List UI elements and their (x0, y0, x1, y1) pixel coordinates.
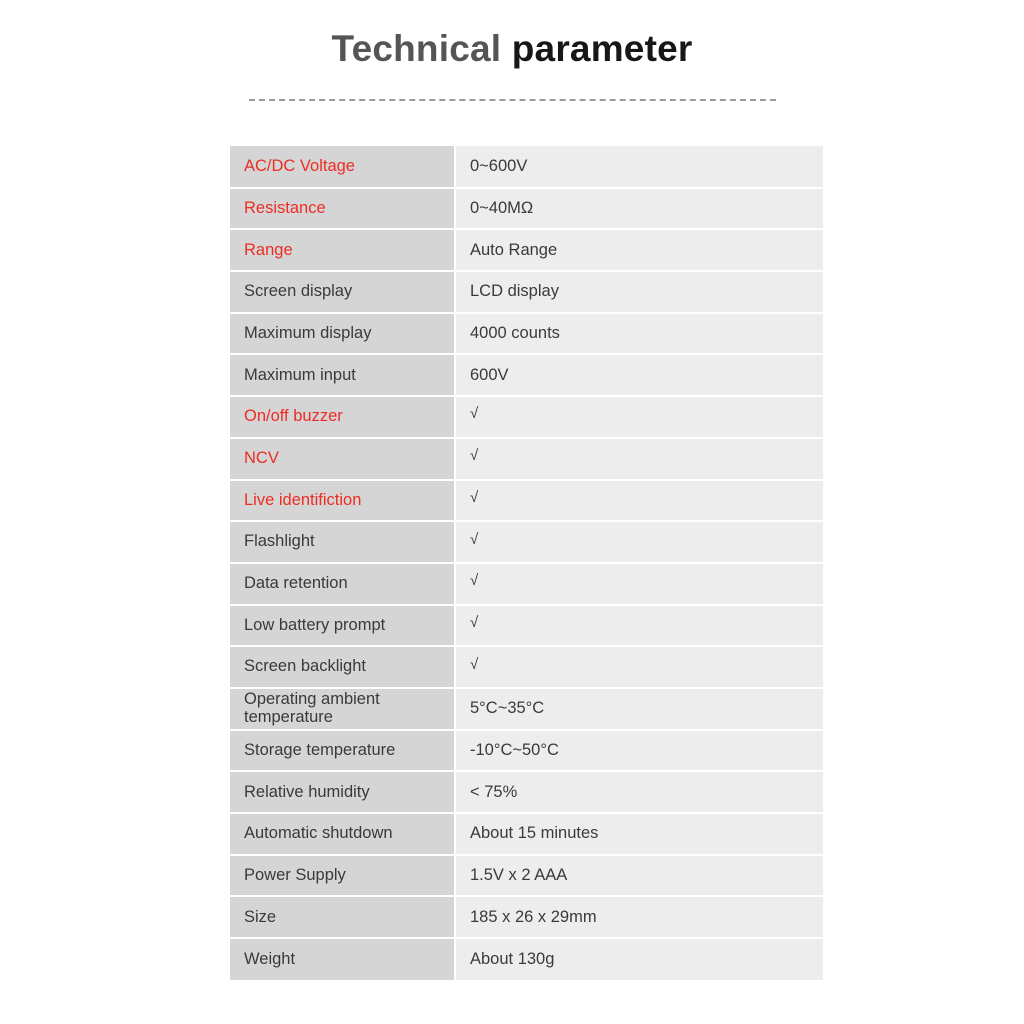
spec-value-text: 0~600V (470, 156, 528, 175)
spec-label-text: Resistance (244, 198, 326, 217)
spec-label-text: Maximum display (244, 323, 372, 342)
spec-value-cell (455, 271, 823, 313)
spec-label-text: Weight (244, 949, 296, 968)
spec-label-text: Range (244, 240, 293, 259)
technical-parameter-table (230, 146, 823, 980)
table-row (230, 521, 823, 563)
spec-value-cell (455, 688, 823, 730)
spec-value-cell (455, 354, 823, 396)
page-title (0, 28, 1024, 70)
spec-value-cell (455, 313, 823, 355)
table-row (230, 938, 823, 980)
table-row (230, 813, 823, 855)
spec-value-text: About 15 minutes (470, 824, 599, 843)
table-row (230, 730, 823, 772)
title-dashed-divider (249, 99, 776, 101)
table-row (230, 313, 823, 355)
spec-label-text: Flashlight (244, 532, 315, 551)
table-body (230, 146, 823, 980)
spec-label-cell (230, 563, 455, 605)
checkmark-icon: √ (470, 655, 479, 673)
spec-label-text: Power Supply (244, 865, 346, 884)
spec-label-cell (230, 855, 455, 897)
page-title-dark-part: parameter (511, 28, 693, 69)
spec-label-cell (230, 188, 455, 230)
table-row (230, 396, 823, 438)
spec-label-text: Operating ambient temperature (244, 690, 380, 726)
spec-label-cell (230, 480, 455, 522)
checkmark-icon: √ (470, 488, 479, 506)
spec-value-cell (455, 438, 823, 480)
table-row (230, 771, 823, 813)
table-row (230, 438, 823, 480)
spec-label-text: Maximum input (244, 365, 356, 384)
spec-value-cell (455, 855, 823, 897)
spec-label-cell (230, 396, 455, 438)
spec-label-text: On/off buzzer (244, 407, 343, 426)
table-row (230, 605, 823, 647)
table-row (230, 480, 823, 522)
spec-label-cell (230, 605, 455, 647)
table-row (230, 354, 823, 396)
spec-value-cell (455, 229, 823, 271)
spec-label-text: Automatic shutdown (244, 824, 393, 843)
spec-value-cell (455, 146, 823, 188)
spec-value-cell (455, 646, 823, 688)
spec-label-cell (230, 896, 455, 938)
table-row (230, 229, 823, 271)
spec-label-text: Data retention (244, 574, 348, 593)
spec-label-text: Storage temperature (244, 740, 396, 759)
spec-value-text: 1.5V x 2 AAA (470, 866, 568, 885)
spec-value-text: -10°C~50°C (470, 740, 559, 759)
spec-label-cell (230, 771, 455, 813)
spec-label-cell (230, 438, 455, 480)
table-row (230, 855, 823, 897)
spec-label-cell (230, 688, 455, 730)
checkmark-icon: √ (470, 447, 479, 465)
spec-label-cell (230, 271, 455, 313)
spec-value-cell (455, 730, 823, 772)
spec-value-text: 600V (470, 365, 509, 384)
spec-value-cell (455, 938, 823, 980)
spec-label-text: AC/DC Voltage (244, 156, 355, 175)
spec-value-text: LCD display (470, 282, 559, 301)
spec-label-cell (230, 646, 455, 688)
table-row (230, 271, 823, 313)
table-row (230, 146, 823, 188)
spec-label-text: Relative humidity (244, 782, 370, 801)
spec-label-cell (230, 813, 455, 855)
spec-value-text: 5°C~35°C (470, 699, 545, 718)
table-row (230, 563, 823, 605)
spec-value-cell (455, 896, 823, 938)
spec-value-cell (455, 480, 823, 522)
spec-label-text: Live identifiction (244, 490, 362, 509)
table-row (230, 188, 823, 230)
table-row (230, 688, 823, 730)
spec-value-cell (455, 813, 823, 855)
checkmark-icon: √ (470, 613, 479, 631)
checkmark-icon: √ (470, 405, 479, 423)
spec-label-text: Low battery prompt (244, 615, 386, 634)
spec-label-text: Screen display (244, 282, 353, 301)
spec-label-cell (230, 313, 455, 355)
spec-value-text: About 130g (470, 949, 555, 968)
spec-label-text: Size (244, 907, 277, 926)
spec-label-text: NCV (244, 449, 279, 467)
spec-value-text: 0~40MΩ (470, 199, 534, 218)
spec-value-cell (455, 771, 823, 813)
spec-label-cell (230, 354, 455, 396)
table-row (230, 896, 823, 938)
spec-value-text: 4000 counts (470, 324, 560, 343)
checkmark-icon: √ (470, 572, 479, 590)
spec-value-text: 185 x 26 x 29mm (470, 907, 597, 926)
spec-value-cell (455, 563, 823, 605)
spec-value-cell (455, 521, 823, 563)
spec-value-text: < 75% (470, 782, 518, 801)
checkmark-icon: √ (470, 530, 479, 548)
table-row (230, 646, 823, 688)
page-title-light-part: Technical (331, 28, 512, 69)
spec-label-text: Screen backlight (244, 657, 366, 676)
spec-value-cell (455, 605, 823, 647)
spec-value-cell (455, 188, 823, 230)
spec-label-cell (230, 730, 455, 772)
spec-label-cell (230, 146, 455, 188)
spec-value-cell (455, 396, 823, 438)
spec-label-cell (230, 229, 455, 271)
spec-label-cell (230, 521, 455, 563)
spec-value-text: Auto Range (470, 240, 558, 259)
spec-label-cell (230, 938, 455, 980)
